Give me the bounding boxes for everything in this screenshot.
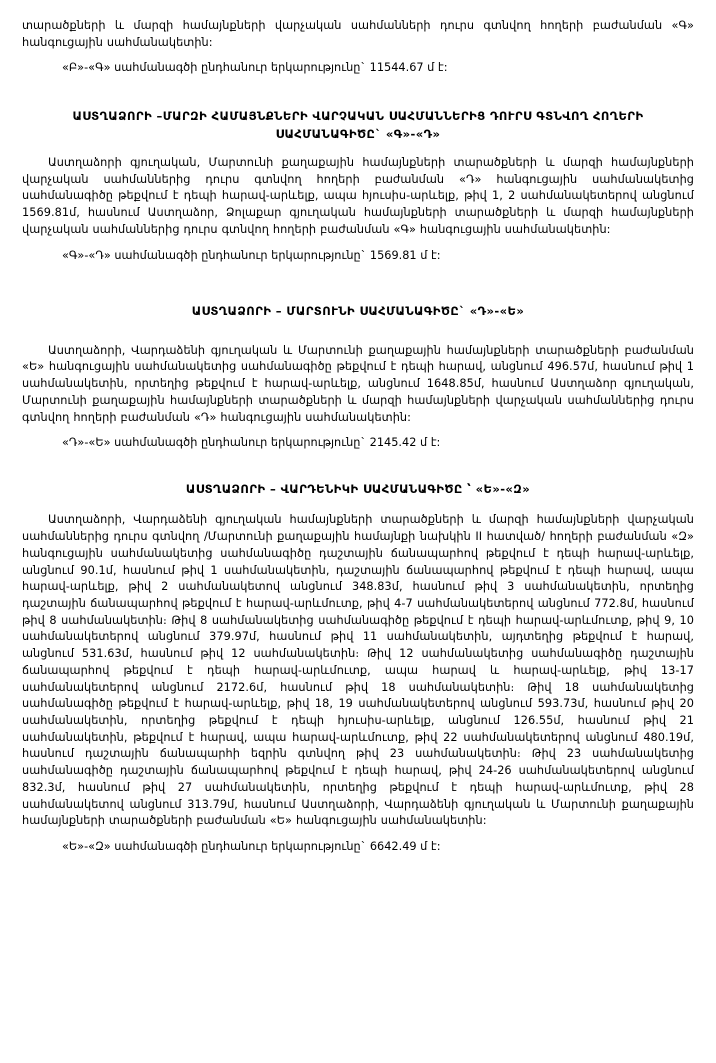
spacer <box>22 461 694 467</box>
boundary-length-b-g: «Բ»-«Գ» սահմանագծի ընդհանուր երկարությունը` 11544.67 մ է: <box>62 61 448 75</box>
paragraph-e-z: Աստղաձորի, Վարդաձենի գյուղական համայնքների տարածքների և մարզի համայնքների վարչական սահմաններից դուրս գտնվող /Մարտունի քաղաքային համայնքի նախկին II հատված/ հողերի բաժանման «Զ» հանգուցային սահմանակետից սահմանագիծը դաշտային ճանապարհով թեքվում է դեպի հարավ-արևելք, անցնում 90.1մ, հասնում թիվ 1 սահմանակետին, դաշտային ճանապարհով թեքվում է դեպի հարավ, ապա հարավ-արևելք, թիվ 2 սահմանակետով անցնում 348.83մ, հասնում թիվ 3 սահմանակետին, որտեղից դաշտային ճանապարհով թեքվում է հարավ-արևմուտք, թիվ 4-7 սահմանակետերով անցնում 772.8մ, հասնում թիվ 8 սահմանակետին։ Թիվ 8 սահմանակետից սահմանագիծը թեքվում է դեպի հարավ-արևմուտք, թիվ 9, 10 սահմանակետերով անցնում 379.97մ, հասնում թիվ 11 սահմանակետին, այդտեղից թեքվում է հարավ, անցնում 531.63մ, հասնում թիվ 12 սահմանակետին։ Թիվ 12 սահմանակետից սահմանագիծը դաշտային ճանապարհով թեքվում է դեպի հարավ-արևմուտք, ապա հարավ և հարավ-արևելք, թիվ 13-17 սահմանակետերով անցնում 2172.6մ, հասնում թիվ 18 սահմանակետին։ Թիվ 18 սահմանակետից սահմանագիծը թեքվում է հարավ-արևելք, թիվ 18, 19 սահմանակետերով անցնում 593.73մ, հասնում թիվ 20 սահմանակետին, որտեղից թեքվում է դեպի հյուսիս-արևելք, անցնում 126.55մ, հասնում թիվ 21 սահմանակետին, թեքվում է հարավ, ապա հարավ-արևմուտք, թիվ 22 սահմանակետերով անցնում 480.19մ, հասնում դաշտային ճանապարհի եզրին գտնվող թիվ 23 սահմանակետին։ Թիվ 23 սահմանակետից սահմանագիծը դաշտային ճանապարհով թեքվում է դեպի հարավ, թիվ 24-26 սահմանակետերով անցնում 832.3մ, հասնում թիվ 27 սահմանակետին, որտեղից թեքվում է դեպի հարավ-արևմուտք, թիվ 28 սահմանակետով անցնում 313.79մ, հասնում Աստղաձորի, Վարդաձենի գյուղական և Մարտունի քաղաքային համայնքների տարածքների բաժանման «Ե» հանգուցային սահմանակետին: <box>22 513 694 828</box>
spacer <box>22 273 694 285</box>
section-heading-g-d: ԱՍՏՂԱՁՈՐԻ –ՄԱՐԶԻ ՀԱՄԱՅՆՔՆԵՐԻ ՎԱՐՉԱԿԱՆ ՍԱՀՄԱՆՆԵՐԻՑ ԴՈՒՐՍ ԳՏՆՎՈՂ ՀՈՂԵՐԻ ՍԱՀՄԱՆԱԳԻԾԸ` «Գ»-«Դ» <box>72 109 644 141</box>
boundary-length-g-d: «Գ»-«Դ» սահմանագծի ընդհանուր երկարությունը` 1569.81 մ է: <box>62 248 441 262</box>
spacer <box>22 86 694 92</box>
boundary-length-e-z: «Ե»-«Զ» սահմանագծի ընդհանուր երկարությունը` 6642.49 մ է: <box>62 840 441 853</box>
section-heading-e-z: ԱՍՏՂԱՁՈՐԻ – ՎԱՐԴԵՆԻԿԻ ՍԱՀՄԱՆԱԳԻԾԸ ՝ «Ե»-«Զ» <box>185 481 531 496</box>
section-heading-d-e: ԱՍՏՂԱՁՈՐԻ – ՄԱՐՏՈՒՆԻ ՍԱՀՄԱՆԱԳԻԾԸ` «Դ»-«Ե» <box>191 304 525 319</box>
boundary-length-d-e: «Դ»-«Ե» սահմանագծի ընդհանուր երկարությունը` 2145.42 մ է: <box>62 436 441 450</box>
paragraph-g-d: Աստղաձորի գյուղական, Մարտունի քաղաքային համայնքների տարածքների և մարզի համայնքների վարչական սահմաններից դուրս գտնվող հողերի բաժանման «Դ» հանգուցային սահմանակետից սահմանագիծը թեքվում է դեպի հարավ-արևելք, ապա հյուսիս-արևելք, թիվ 1, 2 սահմանակետերով անցնում 1569.81մ, հասնում Աստղաձոր, Ձոլաքար գյուղական համայնքների տարածքների և մարզի համայնքների վարչական սահմաններից դուրս գտնվող հողերի բաժանման «Գ» հանգուցային սահմանակետին: <box>22 155 694 236</box>
paragraph-d-e: Աստղաձորի, Վարդաձենի գյուղական և Մարտունի քաղաքային համայնքների տարածքների բաժանման «Ե» հանգուցային սահմանակետից սահմանագիծը թեքվում է դեպի հարավ, անցնում 496.57մ, հասնում թիվ 1 սահմանակետին, որտեղից թեքվում է հարավ-արևելք, անցնում 1648.85մ, հասնում Աստղաձոր գյուղական, Մարտունի քաղաքային համայնքների տարածքների և մարզի համայնքների վարչական սահմաններից դուրս գտնվող հողերի բաժանման «Դ» հանգուցային սահմանակետին: <box>22 343 694 424</box>
paragraph-continuation: տարածքների և մարզի համայնքների վարչական սահմանների դուրս գտնվող հողերի բաժանման «Գ» հանգուցային սահմանակետին: <box>22 19 694 49</box>
